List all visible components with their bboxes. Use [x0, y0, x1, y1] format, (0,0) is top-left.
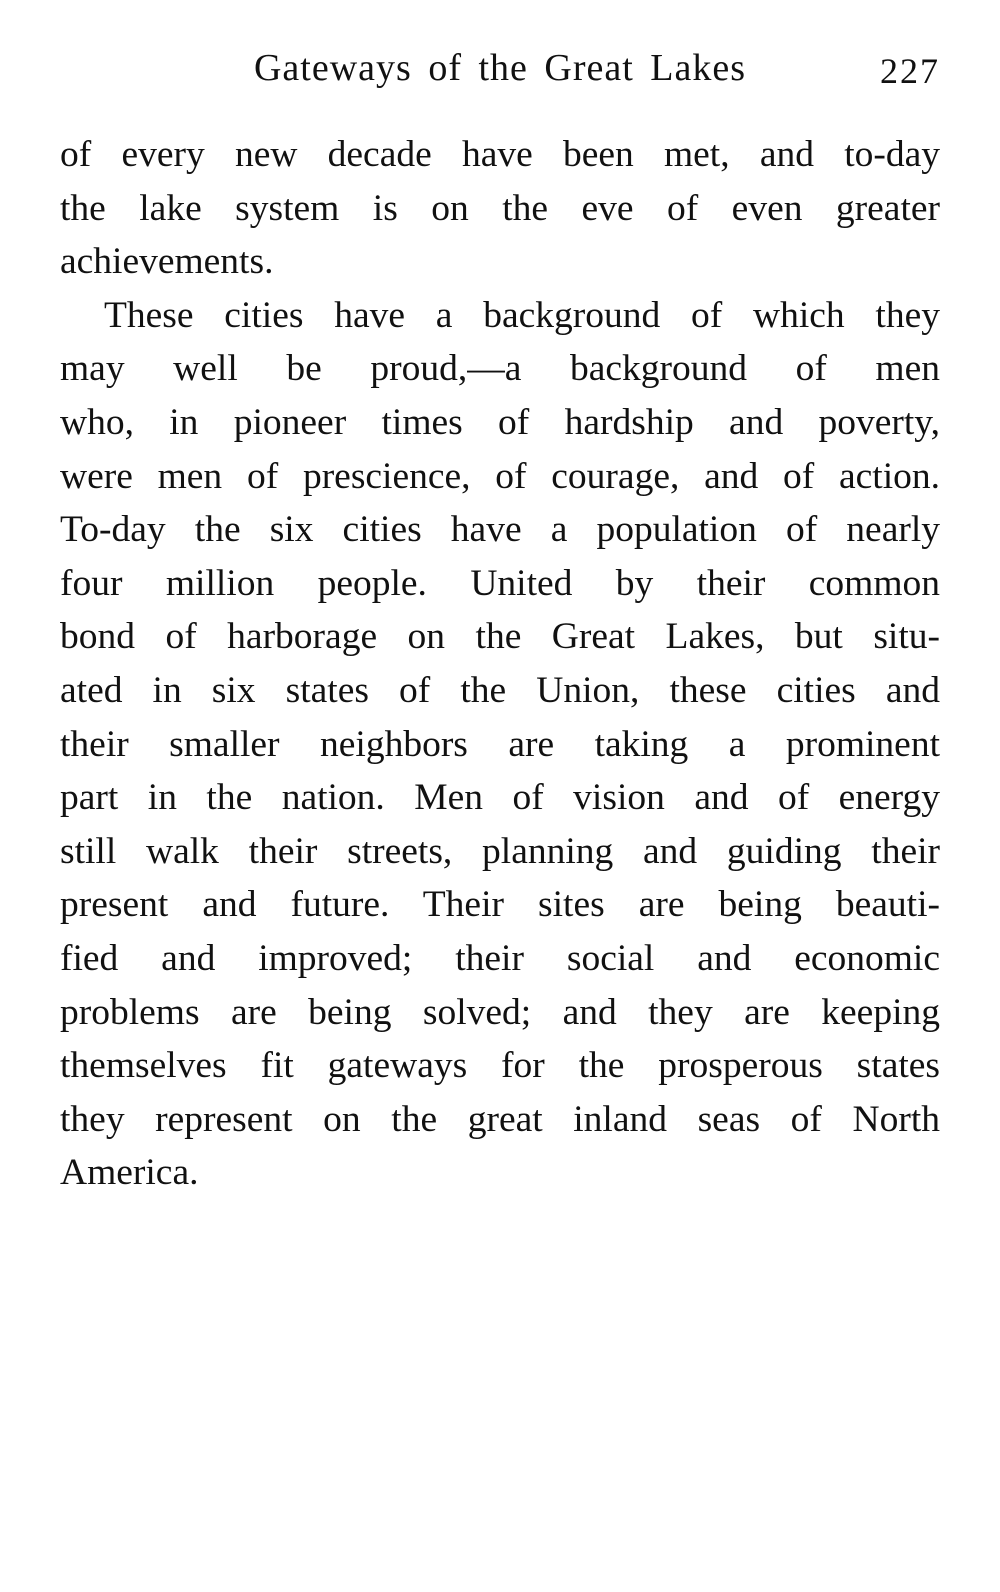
text-line: To-day the six cities have a population of nearly — [60, 509, 940, 551]
text-line: may well be proud,—a background of men — [60, 348, 940, 390]
text-line: achievements. — [60, 241, 274, 283]
body-text — [60, 128, 940, 1200]
text-line: part in the nation. Men of vision and of energy — [60, 777, 940, 819]
text-line: themselves fit gateways for the prosperous states — [60, 1045, 940, 1087]
text-line: bond of harborage on the Great Lakes, but situ- — [60, 616, 940, 658]
running-head — [60, 46, 940, 96]
text-line: four million people. United by their common — [60, 562, 940, 604]
running-title: Gateways of the Great Lakes — [253, 47, 747, 89]
text-line: These cities have a background of which they — [104, 294, 940, 336]
text-line: fied and improved; their social and economic — [60, 937, 940, 979]
text-line: of every new decade have been met, and to-day — [60, 134, 940, 175]
text-line: who, in pioneer times of hardship and poverty, — [60, 401, 940, 443]
text-line: were men of prescience, of courage, and of action. — [60, 455, 940, 497]
text-line: the lake system is on the eve of even greater — [60, 187, 940, 229]
text-line: their smaller neighbors are taking a prominent — [60, 723, 940, 765]
text-line: present and future. Their sites are being beauti- — [60, 884, 940, 926]
text-line: they represent on the great inland seas of North — [60, 1098, 940, 1140]
text-line: problems are being solved; and they are keeping — [60, 991, 940, 1033]
text-line: still walk their streets, planning and guiding their — [60, 830, 940, 872]
text-line: ated in six states of the Union, these cities and — [60, 669, 940, 711]
page-number: 227 — [880, 51, 940, 91]
paragraph-1 — [60, 128, 940, 289]
text-line: America. — [60, 1152, 199, 1194]
paragraph-2 — [60, 289, 940, 1200]
